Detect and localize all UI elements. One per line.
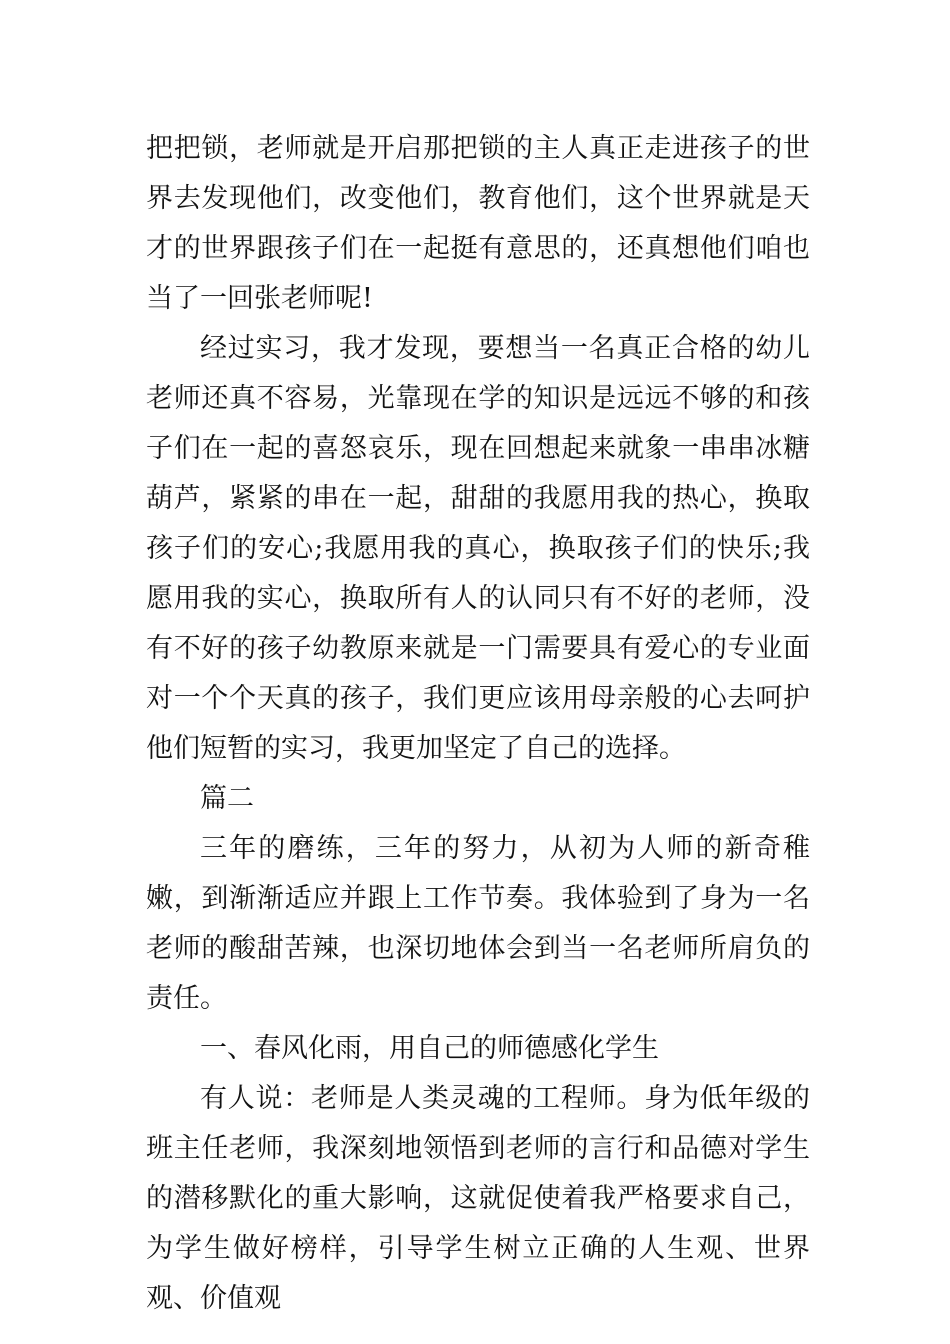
paragraph-continuation: 把把锁，老师就是开启那把锁的主人真正走进孩子的世界去发现他们，改变他们，教育他们，这个世界就是天才的世界跟孩子们在一起挺有意思的，还真想他们咱也当了一回张老师呢!	[146, 133, 810, 314]
paragraph-teacher-role: 有人说：老师是人类灵魂的工程师。身为低年级的班主任老师，我深刻地领悟到老师的言行和品德对学生的潜移默化的重大影响，这就促使着我严格要求自己，为学生做好榜样，引导学生树立正确的人生观、世界观、价值观	[146, 1083, 810, 1314]
subheading-teacher-ethics: 一、春风化雨，用自己的师德感化学生	[200, 1033, 659, 1064]
document-body	[146, 124, 810, 1324]
section-heading-part-two: 篇二	[200, 783, 254, 814]
paragraph-internship-reflection: 经过实习，我才发现，要想当一名真正合格的幼儿老师还真不容易，光靠现在学的知识是远远不够的和孩子们在一起的喜怒哀乐，现在回想起来就象一串串冰糖葫芦，紧紧的串在一起，甜甜的我愿用我的热心，换取孩子们的安心;我愿用我的真心，换取孩子们的快乐;我愿用我的实心，换取所有人的认同只有不好的老师，没有不好的孩子幼教原来就是一门需要具有爱心的专业面对一个个天真的孩子，我们更应该用母亲般的心去呵护他们短暂的实习，我更加坚定了自己的选择。	[146, 333, 810, 764]
paragraph-three-years: 三年的磨练，三年的努力，从初为人师的新奇稚嫩，到渐渐适应并跟上工作节奏。我体验到了身为一名老师的酸甜苦辣，也深切地体会到当一名老师所肩负的责任。	[146, 833, 810, 1014]
